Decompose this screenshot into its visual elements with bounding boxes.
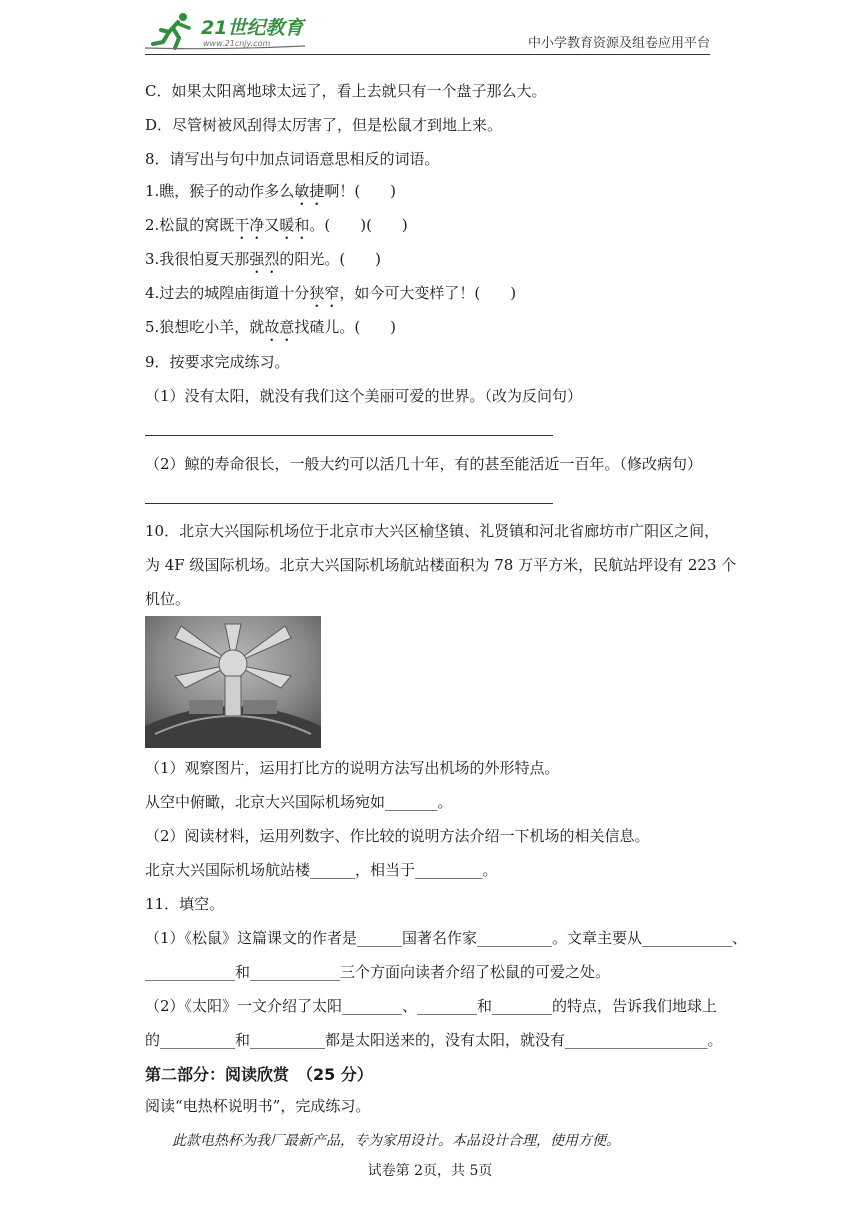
q10-text-line-1: 10．北京大兴国际机场位于北京市大兴区榆垡镇、礼贤镇和河北省廊坊市广阳区之间， [145,522,720,540]
q8-4-post: ，如今可大变样了！( ) [339,284,517,302]
q8-4-pre: 4.过去的城隍庙街道十分 [145,284,310,302]
option-c: C．如果太阳离地球太远了，看上去就只有一个盘子那么大。 [145,82,547,100]
q8-5-post: 找碴儿。( ) [294,318,397,336]
q8-4-dotted-word: 狭窄 [309,284,340,302]
q8-5-pre: 5.狼想吃小羊，就 [145,318,265,336]
q10-part-1: （1）观察图片，运用打比方的说明方法写出机场的外形特点。 [145,759,560,777]
q9-part-1: （1）没有太阳，就没有我们这个美丽可爱的世界。（改为反问句） [145,387,583,405]
q8-1-dotted-word: 敏捷 [294,182,325,200]
runner-icon [153,13,189,48]
q10-part-1-answer: 从空中俯瞰，北京大兴国际机场宛如_______。 [145,793,453,811]
q8-2-dotted-word-2: 暖和 [279,216,310,234]
product-description: 此款电热杯为我厂最新产品，专为家用设计。本品设计合理，使用方便。 [172,1133,620,1149]
section-2-title: 第二部分：阅读欣赏 （25 分） [145,1065,373,1084]
q9-1-answer-line[interactable] [145,435,553,436]
q8-2-pre: 2.松鼠的窝既 [145,216,235,234]
question-11: 11．填空。 [145,895,225,913]
q8-item-5 [145,318,396,345]
page-number: 试卷第 2页，共 5页 [367,1163,493,1179]
q8-item-1 [145,182,396,209]
q10-text-line-3: 机位。 [145,590,191,608]
q11-part-1-line-2: ____________和____________三个方面向读者介绍了松鼠的可爱之处。 [145,963,611,981]
q11-part-2-line-1: （2）《太阳》一文介绍了太阳________、________和________的特点，告诉我们地球上 [145,997,718,1015]
q10-part-2-answer: 北京大兴国际机场航站楼______，相当于_________。 [145,861,498,879]
platform-name: 中小学教育资源及组卷应用平台 [527,36,710,51]
q9-part-2: （2）鲸的寿命很长，一般大约可以活几十年，有的甚至能活近一百年。（修改病句） [145,455,703,473]
question-8: 8．请写出与句中加点词语意思相反的词语。 [145,150,440,168]
q8-2-post: 。( )( ) [309,216,408,234]
q8-1-pre: 1.瞧，猴子的动作多么 [145,182,295,200]
q8-2-mid: 又 [264,216,280,234]
q10-text-line-2: 为 4F 级国际机场。北京大兴国际机场航站楼面积为 78 万平方米，民航站坪设有 223 个 [145,556,737,574]
section-2-instruction: 阅读“电热杯说明书”，完成练习。 [145,1097,371,1115]
q9-2-answer-line[interactable] [145,503,553,504]
page-header [145,8,710,55]
q8-3-pre: 3.我很怕夏天那 [145,250,250,268]
q8-item-2 [145,216,408,243]
q8-item-4 [145,284,516,311]
q11-part-1-line-1: （1）《松鼠》这篇课文的作者是______国著名作家__________。文章主要从____________、 [145,929,748,947]
logo-text: 21世纪教育 [201,17,304,39]
q8-3-post: 的阳光。( ) [279,250,382,268]
q8-1-post: 啊！( ) [324,182,397,200]
q8-3-dotted-word: 强烈 [249,250,280,268]
q10-part-2: （2）阅读材料，运用列数字、作比较的说明方法介绍一下机场的相关信息。 [145,827,650,845]
airport-aerial-photo [145,616,321,748]
logo [145,10,315,52]
option-d: D．尽管树被风刮得太厉害了，但是松鼠才到地上来。 [145,116,503,134]
logo-url: www.21cnjy.com [203,39,271,48]
q8-item-3 [145,250,381,277]
q8-5-dotted-word: 故意 [264,318,295,336]
q11-part-2-line-2: 的__________和__________都是太阳送来的，没有太阳，就没有___________________。 [145,1031,723,1049]
q8-2-dotted-word-1: 干净 [234,216,265,234]
question-9: 9．按要求完成练习。 [145,353,290,371]
